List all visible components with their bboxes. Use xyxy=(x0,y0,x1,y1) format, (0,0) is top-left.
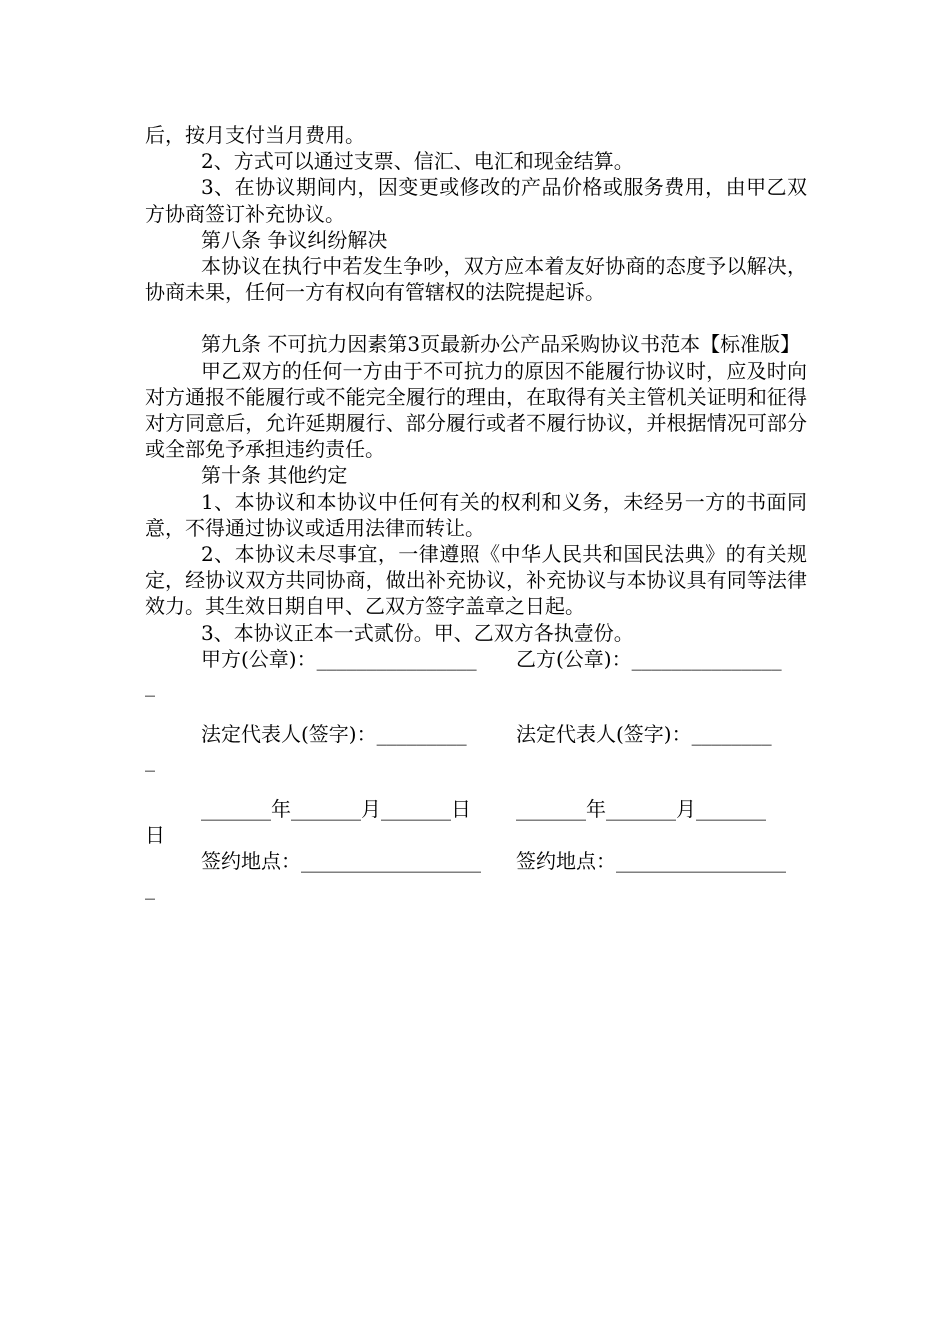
party-b-place-field: 签约地点：_________________ xyxy=(516,849,786,874)
date-row xyxy=(145,796,807,848)
heading-article-10: 第十条 其他约定 xyxy=(201,463,348,488)
paragraph-civil-code: 2、本协议未尽事宜，一律遵照《中华人民共和国民法典》的有关规定，经协议双方共同协商，做出补充协议，补充协议与本协议具有同等法律效力。其生效日期自甲、乙双方签字盖章之日起。 xyxy=(145,542,807,619)
party-b-seal-field: 乙方(公章)：_______________ xyxy=(516,646,782,671)
paragraph-payment-methods: 2、方式可以通过支票、信汇、电汇和现金结算。 xyxy=(201,149,634,174)
paragraph-payment-monthly: 后，按月支付当月费用。 xyxy=(145,123,365,147)
party-a-date-field: _______年_______月_______日 xyxy=(201,797,471,822)
party-b-representative-field: 法定代表人(签字)：________ xyxy=(516,722,772,747)
representative-row xyxy=(145,721,807,773)
paragraph-copies: 3、本协议正本一式贰份。甲、乙双方各执壹份。 xyxy=(201,620,634,645)
paragraph-price-change: 3、在协议期间内，因变更或修改的产品价格或服务费用，由甲乙双方协商签订补充协议。 xyxy=(145,175,807,226)
paragraph-transfer: 1、本协议和本协议中任何有关的权利和义务，未经另一方的书面同意，不得通过协议或适用法律而转让。 xyxy=(145,489,807,540)
seal-line-tail: _ xyxy=(145,673,155,698)
paragraph-dispute-resolution: 本协议在执行中若发生争吵，双方应本着友好协商的态度予以解决，协商未果，任何一方有权向有管辖权的法院提起诉。 xyxy=(145,254,807,305)
party-a-seal-field: 甲方(公章)：________________ xyxy=(201,646,477,671)
signature-block xyxy=(145,646,807,901)
paragraph-force-majeure: 甲乙双方的任何一方由于不可抗力的原因不能履行协议时，应及时向对方通报不能履行或不能完全履行的理由，在取得有关主管机关证明和征得对方同意后，允许延期履行、部分履行或者不履行协议，并根据情况可部分或全部免予承担违约责任。 xyxy=(145,358,807,462)
paragraph-gap xyxy=(145,305,807,331)
seal-row xyxy=(145,646,807,698)
date-line-tail: 日 xyxy=(145,823,165,848)
document-page xyxy=(145,122,807,924)
party-a-place-field: 签约地点：__________________ xyxy=(201,849,481,874)
place-line-tail: _ xyxy=(145,875,155,900)
place-row xyxy=(145,848,807,900)
party-a-representative-field: 法定代表人(签字)：_________ xyxy=(201,722,467,747)
party-b-date-field: _______年_______月_______ xyxy=(516,797,766,822)
representative-line-tail: _ xyxy=(145,748,155,773)
heading-article-9: 第九条 不可抗力因素第3页最新办公产品采购协议书范本【标准版】 xyxy=(201,332,801,357)
heading-article-8: 第八条 争议纠纷解决 xyxy=(201,227,388,252)
